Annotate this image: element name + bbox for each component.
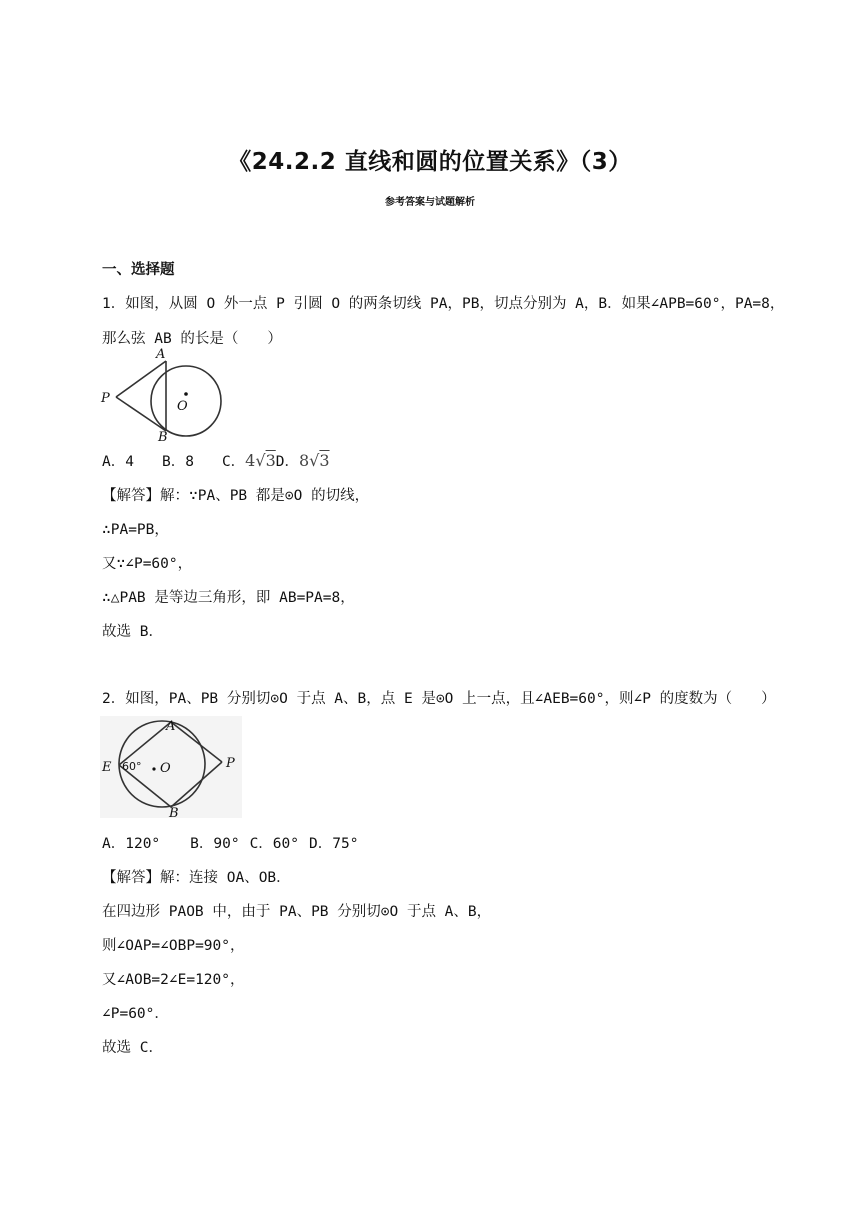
q2-solution-line: 故选 C．: [102, 1040, 163, 1056]
q1-option-c-coef: 4: [245, 451, 256, 470]
q1-label-a: A: [156, 347, 166, 362]
q2-solution-line: 【解答】解：连接 OA、OB．: [102, 870, 291, 886]
q1-options: [102, 450, 330, 471]
q2-option-c: C．60°: [249, 836, 299, 852]
q2-label-o: O: [160, 761, 171, 776]
q1-option-c-rad: 3: [265, 451, 276, 470]
q1-option-b: B．8: [161, 454, 194, 470]
q1-tangent-pb: [116, 397, 166, 431]
q1-option-c-prefix: C．: [221, 454, 246, 470]
q2-label-e: E: [102, 760, 112, 775]
q1-label-o: O: [177, 399, 188, 414]
page-subtitle: 参考答案与试题解析: [385, 197, 475, 208]
q1-figure: [100, 344, 226, 446]
q2-label-a: A: [166, 719, 176, 734]
q1-label-p: P: [101, 391, 110, 406]
q2-label-b: B: [169, 806, 179, 818]
q1-center-dot: [184, 392, 188, 396]
q1-option-a: A．4: [102, 454, 134, 470]
q2-option-d: D．75°: [309, 836, 359, 852]
q2-option-a: A．120°: [102, 836, 161, 852]
page-title: 《24.2.2 直线和圆的位置关系》（3）: [228, 149, 632, 175]
q2-solution-line: 又∠AOB=2∠E=120°，: [102, 972, 245, 988]
q2-option-b: B．90°: [190, 836, 240, 852]
q1-solution-line: ∴△PAB 是等边三角形，即 AB=PA=8，: [102, 590, 355, 606]
q1-solution-line: 又∵∠P=60°，: [102, 556, 193, 572]
q1-option-d-radical: 8√3: [298, 451, 330, 470]
q1-solution-line: ∴PA=PB，: [102, 522, 169, 538]
q1-stem-line2: 那么弦 AB 的长是（ ）: [102, 331, 282, 347]
q2-stem-line1: 2．如图，PA、PB 分别切⊙O 于点 A、B，点 E 是⊙O 上一点，且∠AEB=60°，则∠P 的度数为（ ）: [102, 691, 776, 707]
q2-angle-label: 60°: [122, 760, 142, 773]
q2-options: [102, 832, 358, 853]
q1-label-b: B: [158, 430, 168, 445]
q2-solution-line: 则∠OAP=∠OBP=90°，: [102, 938, 245, 954]
q1-solution-line: 故选 B．: [102, 624, 163, 640]
q2-center-dot: [152, 767, 155, 770]
section-heading: 一、选择题: [102, 262, 175, 278]
q2-label-p: P: [226, 756, 235, 771]
q2-figure: [100, 716, 242, 818]
q1-option-c-radical: 4√3: [245, 451, 276, 470]
q1-option-d-rad: 3: [319, 451, 330, 470]
q2-solution-line: ∠P=60°．: [102, 1006, 169, 1022]
q2-solution-line: 在四边形 PAOB 中，由于 PA、PB 分别切⊙O 于点 A、B，: [102, 904, 492, 920]
q1-option-d-prefix: D．: [275, 454, 299, 470]
q1-option-d-coef: 8: [298, 451, 310, 470]
q1-solution-line: 【解答】解：∵PA、PB 都是⊙O 的切线，: [102, 488, 370, 504]
q1-stem-line1: 1．如图，从圆 O 外一点 P 引圆 O 的两条切线 PA，PB，切点分别为 A，B．如果∠APB=60°，PA=8，: [102, 296, 785, 312]
